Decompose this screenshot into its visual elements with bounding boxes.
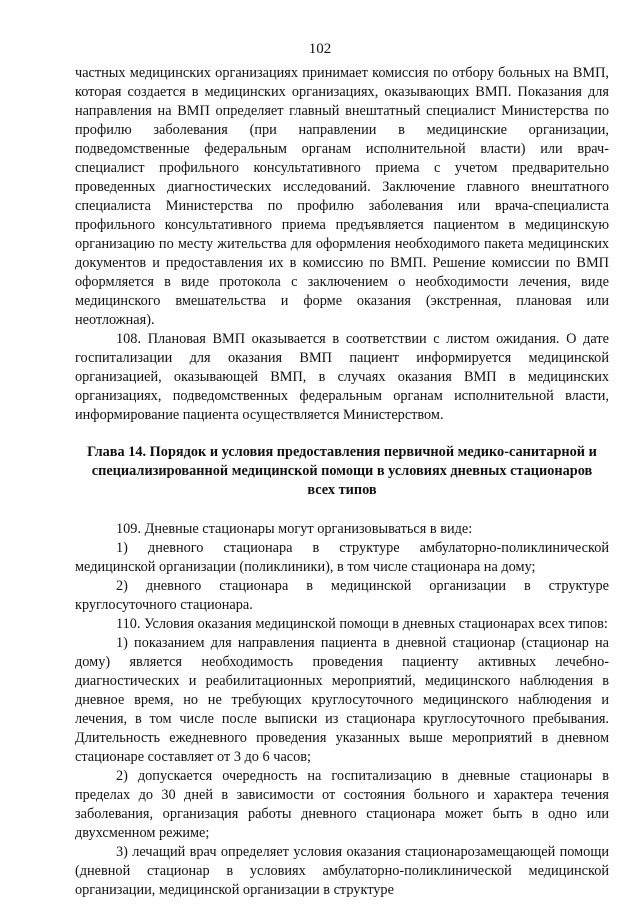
chapter-heading: Глава 14. Порядок и условия предоставления первичной медико-санитарной и специализированной медицинской помощи в условиях дневных стационаров всех типов (87, 444, 597, 498)
paragraph-continuation: частных медицинских организациях принимает комиссия по отбору больных на ВМП, которая создается в медицинских организациях, оказывающих ВМП. Показания для направления на ВМП определяет главный внештатный специалист Министерства по профилю заболевания (при направлении в медицинские организации, подведомственные федеральным органам исполнительной власти) или врач-специалист профильного консультативного приема с учетом предварительно проведенных диагностических исследований. Заключение главного внештатного специалиста Министерства по профилю заболевания или врача-специалиста профильного консультативного приема предъявляется пациентом в медицинскую организацию по месту жительства для оформления необходимого пакета медицинских документов и предоставления их в комиссию по ВМП. Решение комиссии по ВМП оформляется в виде протокола с заключением о необходимости лечения, виде медицинского вмешательства и форме оказания (экстренная, плановая или неотложная). (75, 65, 609, 328)
paragraph-109-item-1: 1) дневного стационара в структуре амбулаторно-поликлинической медицинской организации (поликлиники), в том числе стационара на дому; (75, 540, 609, 575)
paragraph-109: 109. Дневные стационары могут организовываться в виде: (116, 521, 473, 537)
page-number: 102 (308, 41, 332, 57)
document-body (75, 64, 609, 900)
paragraph-109-item-2: 2) дневного стационара в медицинской организации в структуре круглосуточного стационара. (75, 578, 609, 613)
paragraph-108: 108. Плановая ВМП оказывается в соответствии с листом ожидания. О дате госпитализации для оказания ВМП пациент информируется медицинской организацией, оказывающей ВМП, в случаях оказания ВМП в медицинских организациях, подведомственных федеральным органам исполнительной власти, информирование пациента осуществляется Министерством. (75, 331, 609, 423)
paragraph-110: 110. Условия оказания медицинской помощи в дневных стационарах всех типов: (116, 616, 608, 632)
paragraph-110-item-2: 2) допускается очередность на госпитализацию в дневные стационары в пределах до 30 дней в зависимости от состояния больного и характера течения заболевания, организация работы дневного стационара может быть в одно или двухсменном режиме; (75, 768, 609, 841)
paragraph-110-item-3: 3) лечащий врач определяет условия оказания стационарозамещающей помощи (дневной стационар в условиях амбулаторно-поликлинической медицинской организации, медицинской организации в структуре (75, 844, 609, 898)
paragraph-110-item-1: 1) показанием для направления пациента в дневной стационар (стационар на дому) является необходимость проведения пациенту активных лечебно-диагностических и реабилитационных мероприятий, медицинского наблюдения в дневное время, но не требующих круглосуточного медицинского наблюдения и лечения, в том числе после выписки из стационара круглосуточного пребывания. Длительность ежедневного проведения указанных выше мероприятий в дневном стационаре составляет от 3 до 6 часов; (75, 635, 609, 765)
